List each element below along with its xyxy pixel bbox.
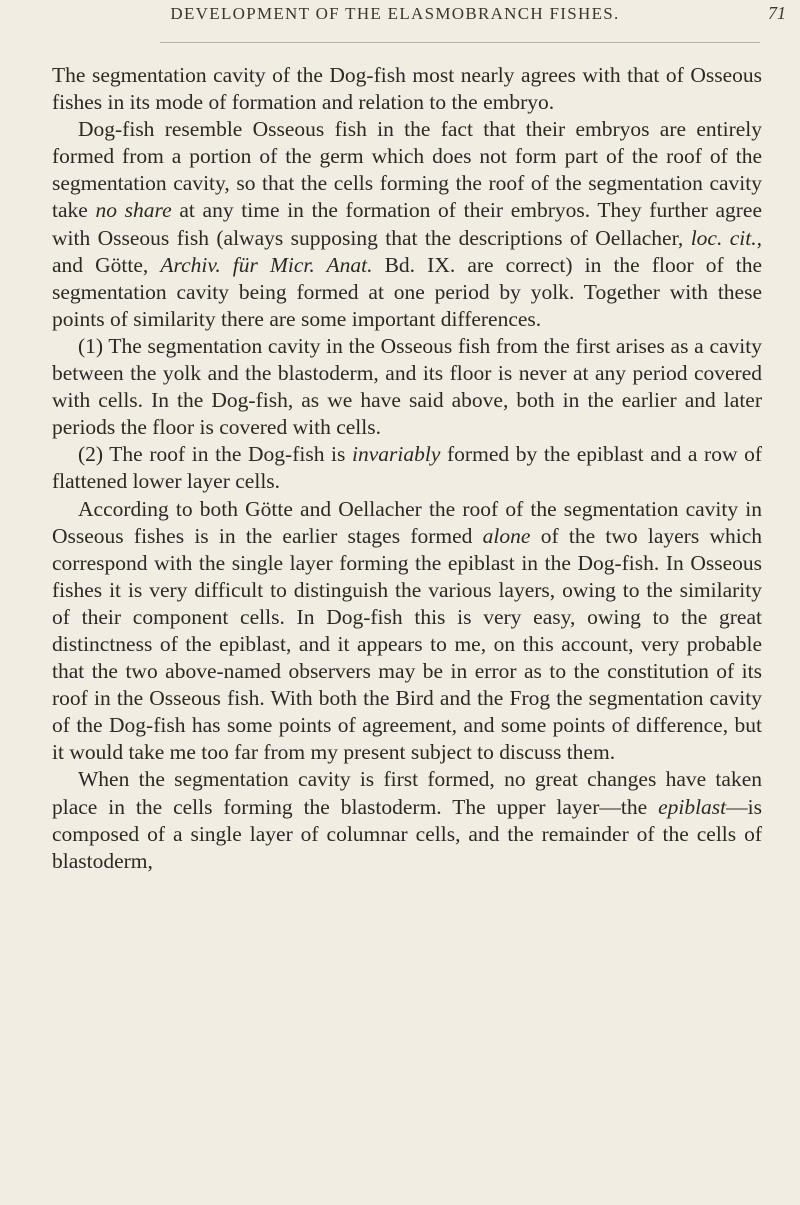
text-run: Dog-fish resemble Osseous fish in the fact that their embryos are entirely formed from a portion of the germ which does not form part of the roof of the segmentation cavity, so that the cells forming the roof of the segmentation cavity take bbox=[52, 117, 762, 223]
text-run: The segmentation cavity of the Dog-fish most nearly agrees with that of Osseous fishes in its mode of formation and relation to the embryo. bbox=[52, 63, 762, 115]
text-run: When the segmentation cavity is first formed, no great changes have taken place in the cells forming the blastoderm. The upper layer—the bbox=[52, 767, 762, 819]
paragraph-4 bbox=[52, 441, 762, 495]
text-run: , and Götte, bbox=[52, 225, 762, 277]
text-run: Bd. IX. are correct) in the floor of the segmentation cavity being formed at one period by yolk. Together with these points of similarity there are some important differences. bbox=[52, 252, 762, 331]
italic-phrase: invariably bbox=[352, 442, 441, 467]
page-number: 71 bbox=[768, 3, 786, 23]
italic-citation: Archiv. für Micr. Anat. bbox=[160, 252, 373, 277]
paragraph-2 bbox=[52, 116, 762, 333]
text-run: According to both Götte and Oellacher the roof of the segmentation cavity in Osseous fishes is in the earlier stages formed bbox=[52, 496, 762, 548]
header-rule bbox=[160, 42, 760, 43]
text-run: (1) The segmentation cavity in the Osseous fish from the first arises as a cavity between the yolk and the blastoderm, and its floor is never at any period covered with cells. In the Dog-fish, as we have said above, both in the earlier and later periods the floor is covered with cells. bbox=[52, 333, 762, 440]
text-run: of the two layers which correspond with the single layer forming the epiblast in the Dog-fish. In Osseous fishes it is very difficult to distinguish the various layers, owing to the similarity of their component cells. In Dog-fish this is very easy, owing to the great distinctness of the epiblast, and it appears to me, on this account, very probable that the two above-named observers may be in error as to the constitution of its roof in the Osseous fish. With both the Bird and the Frog the segmentation cavity of the Dog-fish has some points of agreement, and some points of difference, but it would take me too far from my present subject to discuss them. bbox=[52, 523, 762, 765]
running-header-title: DEVELOPMENT OF THE ELASMOBRANCH FISHES. bbox=[170, 4, 620, 23]
paragraph-5 bbox=[52, 496, 762, 767]
text-run: formed by the epiblast and a row of flattened lower layer cells. bbox=[52, 442, 763, 494]
paragraph-6 bbox=[52, 766, 762, 874]
text-run: —is composed of a single layer of columnar cells, and the remainder of the cells of blastoderm, bbox=[52, 794, 762, 873]
paragraph-1 bbox=[52, 62, 762, 116]
italic-phrase: no share bbox=[95, 198, 172, 223]
italic-phrase: alone bbox=[482, 523, 531, 548]
italic-term: epiblast bbox=[658, 794, 727, 819]
text-run: at any time in the formation of their embryos. They further agree with Osseous fish (always supposing that the descriptions of Oellacher, bbox=[52, 198, 762, 250]
italic-citation: loc. cit. bbox=[690, 225, 757, 250]
text-run: (2) The roof in the Dog-fish is bbox=[78, 442, 353, 467]
paragraph-3 bbox=[52, 333, 762, 441]
body-text bbox=[52, 62, 762, 875]
